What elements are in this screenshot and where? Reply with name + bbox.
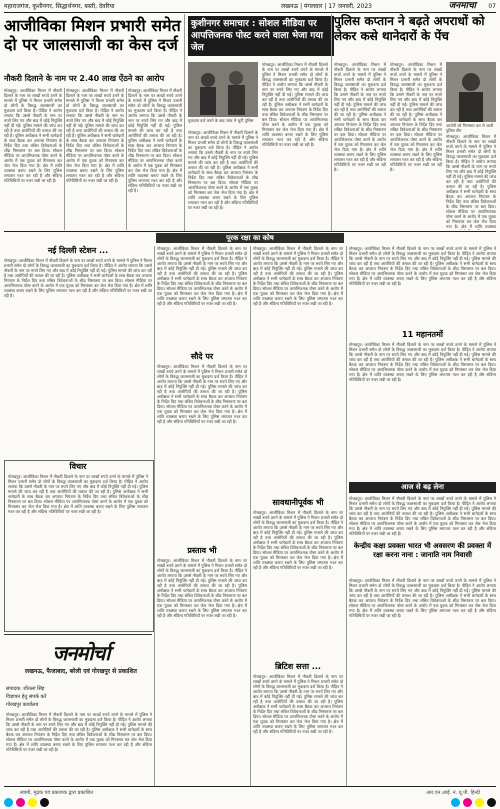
lower-col-2a: गोरखपुर। आजीविका मिशन में नौकरी दिलाने के नाम पर लाखों रुपये ठगने के मामले में पुलिस ने मिशन प्रभारी समेत दो लोगों के विरुद्ध जालसाजी का मुकदमा दर्ज किया है। पीड़ित ने आरोप लगाया कि उससे नौकरी के नाम पर रुपये लिए गए और बाद में कोई नियुक्ति नहीं दी गई। पुलिस मामले की जांच कर रही है तथा आरोपियों की तलाश की जा रही है। पुलिस अधीक्षक ने सभी थानेदारों के साथ बैठक कर अपराध नियंत्रण के निर्देश दिए तथा लंबित विवेचनाओं के शीघ्र निस्तारण पर बल दिया। सोशल मीडिया पर आपत्तिजनक पोस्ट करने के आरोप में एक युवक को गिरफ्तार कर जेल भेज दिया गया है। क्षेत्र में शांति व्यवस्था बनाए रखने के लिए पुलिस लगातार गश्त कर रही है और संदिग्ध गतिविधियों पर नजर रखी जा रही है।: [157, 246, 247, 306]
news-photo-1: [188, 62, 258, 117]
lower-col-4c: गोरखपुर। आजीविका मिशन में नौकरी दिलाने के नाम पर लाखों रुपये ठगने के मामले में पुलिस ने मिशन प्रभारी समेत दो लोगों के विरुद्ध जालसाजी का मुकदमा दर्ज किया है। पीड़ित ने आरोप लगाया कि उससे नौकरी के नाम पर रुपये लिए गए और बाद में कोई नियुक्ति नहीं दी गई। पुलिस मामले की जांच कर रही है तथा आरोपियों की तलाश की जा रही है। पुलिस अधीक्षक ने सभी थानेदारों के साथ बैठक कर अपराध नियंत्रण के निर्देश दिए तथा लंबित विवेचनाओं के शीघ्र निस्तारण पर बल दिया। सोशल मीडिया पर आपत्तिजनक पोस्ट करने के आरोप में एक युवक को गिरफ्तार कर जेल भेज दिया गया है। क्षेत्र में शांति व्यवस्था बनाए रखने के लिए पुलिस लगातार गश्त कर रही है और संदिग्ध गतिविधियों पर नजर रखी जा रही है।: [349, 496, 496, 536]
lower-col-4b: गोरखपुर। आजीविका मिशन में नौकरी दिलाने के नाम पर लाखों रुपये ठगने के मामले में पुलिस ने मिशन प्रभारी समेत दो लोगों के विरुद्ध जालसाजी का मुकदमा दर्ज किया है। पीड़ित ने आरोप लगाया कि उससे नौकरी के नाम पर रुपये लिए गए और बाद में कोई नियुक्ति नहीं दी गई। पुलिस मामले की जांच कर रही है तथा आरोपियों की तलाश की जा रही है। पुलिस अधीक्षक ने सभी थानेदारों के साथ बैठक कर अपराध नियंत्रण के निर्देश दिए तथा लंबित विवेचनाओं के शीघ्र निस्तारण पर बल दिया। सोशल मीडिया पर आपत्तिजनक पोस्ट करने के आरोप में एक युवक को गिरफ्तार कर जेल भेज दिया गया है। क्षेत्र में शांति व्यवस्था बनाए रखने के लिए पुलिस लगातार गश्त कर रही है और संदिग्ध गतिविधियों पर नजर रखी जा रही है।: [349, 342, 496, 382]
lower-subhead-5: ब्रिटिश सत्ता ...: [275, 662, 321, 671]
lower-col-2b: गोरखपुर। आजीविका मिशन में नौकरी दिलाने के नाम पर लाखों रुपये ठगने के मामले में पुलिस ने मिशन प्रभारी समेत दो लोगों के विरुद्ध जालसाजी का मुकदमा दर्ज किया है। पीड़ित ने आरोप लगाया कि उससे नौकरी के नाम पर रुपये लिए गए और बाद में कोई नियुक्ति नहीं दी गई। पुलिस मामले की जांच कर रही है तथा आरोपियों की तलाश की जा रही है। पुलिस अधीक्षक ने सभी थानेदारों के साथ बैठक कर अपराध नियंत्रण के निर्देश दिए तथा लंबित विवेचनाओं के शीघ्र निस्तारण पर बल दिया। सोशल मीडिया पर आपत्तिजनक पोस्ट करने के आरोप में एक युवक को गिरफ्तार कर जेल भेज दिया गया है। क्षेत्र में शांति व्यवस्था बनाए रखने के लिए पुलिस लगातार गश्त कर रही है और संदिग्ध गतिविधियों पर नजर रखी जा रही है।: [157, 364, 247, 424]
lower-subhead-2: सौदे पर: [190, 352, 214, 361]
opinion-box-text: गोरखपुर। आजीविका मिशन में नौकरी दिलाने के नाम पर लाखों रुपये ठगने के मामले में पुलिस ने मिशन प्रभारी समेत दो लोगों के विरुद्ध जालसाजी का मुकदमा दर्ज किया है। पीड़ित ने आरोप लगाया कि उससे नौकरी के नाम पर रुपये लिए गए और बाद में कोई नियुक्ति नहीं दी गई। पुलिस मामले की जांच कर रही है तथा आरोपियों की तलाश की जा रही है। पुलिस अधीक्षक ने सभी थानेदारों के साथ बैठक कर अपराध नियंत्रण के निर्देश दिए तथा लंबित विवेचनाओं के शीघ्र निस्तारण पर बल दिया। सोशल मीडिया पर आपत्तिजनक पोस्ट करने के आरोप में एक युवक को गिरफ्तार कर जेल भेज दिया गया है। क्षेत्र में शांति व्यवस्था बनाए रखने के लिए पुलिस लगातार गश्त कर रही है और संदिग्ध गतिविधियों पर नजर रखी जा रही है।: [8, 474, 148, 514]
ad-top-rule: [4, 634, 152, 635]
lower-subhead-3: प्रस्ताव भी: [187, 546, 217, 555]
lower-col-3c: गोरखपुर। आजीविका मिशन में नौकरी दिलाने के नाम पर लाखों रुपये ठगने के मामले में पुलिस ने मिशन प्रभारी समेत दो लोगों के विरुद्ध जालसाजी का मुकदमा दर्ज किया है। पीड़ित ने आरोप लगाया कि उससे नौकरी के नाम पर रुपये लिए गए और बाद में कोई नियुक्ति नहीं दी गई। पुलिस मामले की जांच कर रही है तथा आरोपियों की तलाश की जा रही है। पुलिस अधीक्षक ने सभी थानेदारों के साथ बैठक कर अपराध नियंत्रण के निर्देश दिए तथा लंबित विवेचनाओं के शीघ्र निस्तारण पर बल दिया। सोशल मीडिया पर आपत्तिजनक पोस्ट करने के आरोप में एक युवक को गिरफ्तार कर जेल भेज दिया गया है। क्षेत्र में शांति व्यवस्था बनाए रखने के लिए पुलिस लगातार गश्त कर रही है और संदिग्ध गतिविधियों पर नजर रखी जा रही है।: [253, 674, 343, 734]
magenta-mark: [16, 798, 25, 807]
col-divider: [64, 88, 65, 230]
lower-col-3a: गोरखपुर। आजीविका मिशन में नौकरी दिलाने के नाम पर लाखों रुपये ठगने के मामले में पुलिस ने मिशन प्रभारी समेत दो लोगों के विरुद्ध जालसाजी का मुकदमा दर्ज किया है। पीड़ित ने आरोप लगाया कि उससे नौकरी के नाम पर रुपये लिए गए और बाद में कोई नियुक्ति नहीं दी गई। पुलिस मामले की जांच कर रही है तथा आरोपियों की तलाश की जा रही है। पुलिस अधीक्षक ने सभी थानेदारों के साथ बैठक कर अपराध नियंत्रण के निर्देश दिए तथा लंबित विवेचनाओं के शीघ्र निस्तारण पर बल दिया। सोशल मीडिया पर आपत्तिजनक पोस्ट करने के आरोप में एक युवक को गिरफ्तार कर जेल भेज दिया गया है। क्षेत्र में शांति व्यवस्था बनाए रखने के लिए पुलिस लगातार गश्त कर रही है और संदिग्ध गतिविधियों पर नजर रखी जा रही है।: [253, 246, 343, 306]
lower-subhead-1: नई दिल्ली स्टेशन ...: [47, 246, 109, 255]
story-col-1: गोरखपुर। आजीविका मिशन में नौकरी दिलाने के नाम पर लाखों रुपये ठगने के मामले में पुलिस ने मिशन प्रभारी समेत दो लोगों के विरुद्ध जालसाजी का मुकदमा दर्ज किया है। पीड़ित ने आरोप लगाया कि उससे नौकरी के नाम पर रुपये लिए गए और बाद में कोई नियुक्ति नहीं दी गई। पुलिस मामले की जांच कर रही है तथा आरोपियों की तलाश की जा रही है। पुलिस अधीक्षक ने सभी थानेदारों के साथ बैठक कर अपराध नियंत्रण के निर्देश दिए तथा लंबित विवेचनाओं के शीघ्र निस्तारण पर बल दिया। सोशल मीडिया पर आपत्तिजनक पोस्ट करने के आरोप में एक युवक को गिरफ्तार कर जेल भेज दिया गया है। क्षेत्र में शांति व्यवस्था बनाए रखने के लिए पुलिस लगातार गश्त कर रही है और संदिग्ध गतिविधियों पर नजर रखी जा रही है।: [4, 88, 62, 183]
lower-subhead-7: आज से बढ़ लेना: [349, 482, 496, 493]
right-story-col-3: गोरखपुर। आजीविका मिशन में नौकरी दिलाने के नाम पर लाखों रुपये ठगने के मामले में पुलिस ने मिशन प्रभारी समेत दो लोगों के विरुद्ध जालसाजी का मुकदमा दर्ज किया है। पीड़ित ने आरोप लगाया कि उससे नौकरी के नाम पर रुपये लिए गए और बाद में कोई नियुक्ति नहीं दी गई। पुलिस मामले की जांच कर रही है तथा आरोपियों की तलाश की जा रही है। पुलिस अधीक्षक ने सभी थानेदारों के साथ बैठक कर अपराध नियंत्रण के निर्देश दिए तथा लंबित विवेचनाओं के शीघ्र निस्तारण पर बल दिया। सोशल मीडिया पर आपत्तिजनक पोस्ट करने के आरोप में एक युवक को गिरफ्तार कर जेल भेज दिया गया है। क्षेत्र में शांति व्यवस्था: [446, 134, 496, 229]
lower-subhead-6: 11 महानतमों: [402, 330, 443, 339]
cyan-mark: [451, 798, 460, 807]
photo-2-caption: आरोपी को गिरफ्तार कर ले जाती पुलिस टीम: [446, 123, 494, 133]
yellow-mark: [28, 798, 37, 807]
right-story-col-1: गोरखपुर। आजीविका मिशन में नौकरी दिलाने के नाम पर लाखों रुपये ठगने के मामले में पुलिस ने मिशन प्रभारी समेत दो लोगों के विरुद्ध जालसाजी का मुकदमा दर्ज किया है। पीड़ित ने आरोप लगाया कि उससे नौकरी के नाम पर रुपये लिए गए और बाद में कोई नियुक्ति नहीं दी गई। पुलिस मामले की जांच कर रही है तथा आरोपियों की तलाश की जा रही है। पुलिस अधीक्षक ने सभी थानेदारों के साथ बैठक कर अपराध नियंत्रण के निर्देश दिए तथा लंबित विवेचनाओं के शीघ्र निस्तारण पर बल दिया। सोशल मीडिया पर आपत्तिजनक पोस्ट करने के आरोप में एक युवक को गिरफ्तार कर जेल भेज दिया गया है। क्षेत्र में शांति व्यवस्था बनाए रखने के लिए पुलिस लगातार गश्त कर रही है और संदिग्ध गतिविधियों पर नजर रखी जा रही है।: [334, 62, 386, 172]
main-headline: आजीविका मिशन प्रभारी समेत दो पर जालसाजी का केस दर्ज: [4, 16, 181, 54]
news-photo-2: [446, 62, 496, 122]
photo-1-caption: मुकदमा दर्ज करने के बाद जांच में जुटी पुलिस: [188, 118, 254, 123]
col-divider: [346, 246, 347, 786]
yellow-mark: [475, 798, 484, 807]
right-headline: पुलिस कप्तान ने बढ़ते अपराधों को लेकर कसे थानेदारों के पेंच: [334, 14, 485, 43]
top-rule: [4, 12, 496, 13]
opinion-box-title: विचार: [69, 462, 87, 471]
footer-left: स्वामी, मुद्रक एवं प्रकाशक द्वारा प्रकाशित: [20, 790, 94, 796]
lower-subhead-8: केन्द्रीय कक्षा प्रवक्ता भारत भी अवसरण की प्रवक्ता में रक्षा करना नाना : जानाति नाम निवासी: [353, 542, 492, 559]
story-col-3: गोरखपुर। आजीविका मिशन में नौकरी दिलाने के नाम पर लाखों रुपये ठगने के मामले में पुलिस ने मिशन प्रभारी समेत दो लोगों के विरुद्ध जालसाजी का मुकदमा दर्ज किया है। पीड़ित ने आरोप लगाया कि उससे नौकरी के नाम पर रुपये लिए गए और बाद में कोई नियुक्ति नहीं दी गई। पुलिस मामले की जांच कर रही है तथा आरोपियों की तलाश की जा रही है। पुलिस अधीक्षक ने सभी थानेदारों के साथ बैठक कर अपराध नियंत्रण के निर्देश दिए तथा लंबित विवेचनाओं के शीघ्र निस्तारण पर बल दिया। सोशल मीडिया पर आपत्तिजनक पोस्ट करने के आरोप में एक युवक को गिरफ्तार कर जेल भेज दिया गया है। क्षेत्र में शांति व्यवस्था बनाए रखने के लिए पुलिस लगातार गश्त कर रही है और संदिग्ध गतिविधियों पर नजर रखी जा रही है।: [128, 88, 182, 193]
ad-line-3: गोरखपुर कार्यालय: [6, 702, 39, 708]
lower-col-1: गोरखपुर। आजीविका मिशन में नौकरी दिलाने के नाम पर लाखों रुपये ठगने के मामले में पुलिस ने मिशन प्रभारी समेत दो लोगों के विरुद्ध जालसाजी का मुकदमा दर्ज किया है। पीड़ित ने आरोप लगाया कि उससे नौकरी के नाम पर रुपये लिए गए और बाद में कोई नियुक्ति नहीं दी गई। पुलिस मामले की जांच कर रही है तथा आरोपियों की तलाश की जा रही है। पुलिस अधीक्षक ने सभी थानेदारों के साथ बैठक कर अपराध नियंत्रण के निर्देश दिए तथा लंबित विवेचनाओं के शीघ्र निस्तारण पर बल दिया। सोशल मीडिया पर आपत्तिजनक पोस्ट करने के आरोप में एक युवक को गिरफ्तार कर जेल भेज दिया गया है। क्षेत्र में शांति व्यवस्था बनाए रखने के लिए पुलिस लगातार गश्त कर रही है और संदिग्ध गतिविधियों पर नजर रखी जा रही है।: [4, 258, 152, 298]
col-divider: [154, 246, 155, 786]
footer-right: आर.एन.आई. नं. यू.पी. हिन्दी: [426, 790, 480, 796]
center-story-col-2: गोरखपुर। आजीविका मिशन में नौकरी दिलाने के नाम पर लाखों रुपये ठगने के मामले में पुलिस ने मिशन प्रभारी समेत दो लोगों के विरुद्ध जालसाजी का मुकदमा दर्ज किया है। पीड़ित ने आरोप लगाया कि उससे नौकरी के नाम पर रुपये लिए गए और बाद में कोई नियुक्ति नहीं दी गई। पुलिस मामले की जांच कर रही है तथा आरोपियों की तलाश की जा रही है। पुलिस अधीक्षक ने सभी थानेदारों के साथ बैठक कर अपराध नियंत्रण के निर्देश दिए तथा लंबित विवेचनाओं के शीघ्र निस्तारण पर बल दिया। सोशल मीडिया पर आपत्तिजनक पोस्ट करने के आरोप में एक युवक को गिरफ्तार कर जेल भेज दिया गया है। क्षेत्र में शांति व्यवस्था बनाए रखने के लिए पुलिस लगातार गश्त कर रही है और संदिग्ध गतिविधियों पर नजर रखी जा रही है।: [188, 130, 258, 210]
section-band: पूरक रक्षा का कोष: [156, 233, 344, 243]
center-story-col: गोरखपुर। आजीविका मिशन में नौकरी दिलाने के नाम पर लाखों रुपये ठगने के मामले में पुलिस ने मिशन प्रभारी समेत दो लोगों के विरुद्ध जालसाजी का मुकदमा दर्ज किया है। पीड़ित ने आरोप लगाया कि उससे नौकरी के नाम पर रुपये लिए गए और बाद में कोई नियुक्ति नहीं दी गई। पुलिस मामले की जांच कर रही है तथा आरोपियों की तलाश की जा रही है। पुलिस अधीक्षक ने सभी थानेदारों के साथ बैठक कर अपराध नियंत्रण के निर्देश दिए तथा लंबित विवेचनाओं के शीघ्र निस्तारण पर बल दिया। सोशल मीडिया पर आपत्तिजनक पोस्ट करने के आरोप में एक युवक को गिरफ्तार कर जेल भेज दिया गया है। क्षेत्र में शांति व्यवस्था बनाए रखने के लिए पुलिस लगातार गश्त कर रही है और संदिग्ध गतिविधियों पर नजर रखी जा रही है।: [262, 62, 328, 147]
cyan-mark: [4, 798, 13, 807]
col-divider: [250, 246, 251, 786]
masthead-small: जनमोर्चा: [448, 2, 476, 11]
page-number: 07: [488, 3, 496, 10]
ad-line-2: विज्ञापन हेतु संपर्क करें: [6, 694, 47, 700]
lower-col-4a: गोरखपुर। आजीविका मिशन में नौकरी दिलाने के नाम पर लाखों रुपये ठगने के मामले में पुलिस ने मिशन प्रभारी समेत दो लोगों के विरुद्ध जालसाजी का मुकदमा दर्ज किया है। पीड़ित ने आरोप लगाया कि उससे नौकरी के नाम पर रुपये लिए गए और बाद में कोई नियुक्ति नहीं दी गई। पुलिस मामले की जांच कर रही है तथा आरोपियों की तलाश की जा रही है। पुलिस अधीक्षक ने सभी थानेदारों के साथ बैठक कर अपराध नियंत्रण के निर्देश दिए तथा लंबित विवेचनाओं के शीघ्र निस्तारण पर बल दिया। सोशल मीडिया पर आपत्तिजनक पोस्ट करने के आरोप में एक युवक को गिरफ्तार कर जेल भेज दिया गया है। क्षेत्र में शांति व्यवस्था बनाए रखने के लिए पुलिस लगातार गश्त कर रही है और संदिग्ध गतिविधियों पर नजर रखी जा रही है।: [349, 246, 496, 286]
masthead-tagline: लखनऊ, फैजाबाद, बरेली एवं गोरखपुर से प्रकाशित: [25, 668, 137, 675]
story-col-2: गोरखपुर। आजीविका मिशन में नौकरी दिलाने के नाम पर लाखों रुपये ठगने के मामले में पुलिस ने मिशन प्रभारी समेत दो लोगों के विरुद्ध जालसाजी का मुकदमा दर्ज किया है। पीड़ित ने आरोप लगाया कि उससे नौकरी के नाम पर रुपये लिए गए और बाद में कोई नियुक्ति नहीं दी गई। पुलिस मामले की जांच कर रही है तथा आरोपियों की तलाश की जा रही है। पुलिस अधीक्षक ने सभी थानेदारों के साथ बैठक कर अपराध नियंत्रण के निर्देश दिए तथा लंबित विवेचनाओं के शीघ्र निस्तारण पर बल दिया। सोशल मीडिया पर आपत्तिजनक पोस्ट करने के आरोप में एक युवक को गिरफ्तार कर जेल भेज दिया गया है। क्षेत्र में शांति व्यवस्था बनाए रखने के लिए पुलिस लगातार गश्त कर रही है और संदिग्ध गतिविधियों पर नजर रखी जा रही है।: [66, 88, 124, 183]
ad-line-1: संपादक: शीतला सिंह: [6, 686, 45, 692]
lower-subhead-4: सावधानीपूर्वक भी: [272, 498, 324, 507]
right-story-col-2: गोरखपुर। आजीविका मिशन में नौकरी दिलाने के नाम पर लाखों रुपये ठगने के मामले में पुलिस ने मिशन प्रभारी समेत दो लोगों के विरुद्ध जालसाजी का मुकदमा दर्ज किया है। पीड़ित ने आरोप लगाया कि उससे नौकरी के नाम पर रुपये लिए गए और बाद में कोई नियुक्ति नहीं दी गई। पुलिस मामले की जांच कर रही है तथा आरोपियों की तलाश की जा रही है। पुलिस अधीक्षक ने सभी थानेदारों के साथ बैठक कर अपराध नियंत्रण के निर्देश दिए तथा लंबित विवेचनाओं के शीघ्र निस्तारण पर बल दिया। सोशल मीडिया पर आपत्तिजनक पोस्ट करने के आरोप में एक युवक को गिरफ्तार कर जेल भेज दिया गया है। क्षेत्र में शांति व्यवस्था बनाए रखने के लिए पुलिस लगातार गश्त कर रही है और संदिग्ध गतिविधियों पर नजर रखी जा रही है।: [390, 62, 442, 172]
black-mark: [40, 798, 49, 807]
masthead-logo: जनमोर्चा: [52, 641, 110, 665]
district-list: महाराजगंज, कुशीनगर, सिद्धार्थनगर, बस्ती, देवरिया: [4, 3, 115, 10]
center-headline: कुशीनगर समाचार : सोशल मीडिया पर आपत्तिजनक पोस्ट करने वाला भेजा गया जेल: [188, 16, 334, 56]
top-strip: [4, 2, 496, 12]
section-divider: [184, 14, 185, 232]
lower-col-2c: गोरखपुर। आजीविका मिशन में नौकरी दिलाने के नाम पर लाखों रुपये ठगने के मामले में पुलिस ने मिशन प्रभारी समेत दो लोगों के विरुद्ध जालसाजी का मुकदमा दर्ज किया है। पीड़ित ने आरोप लगाया कि उससे नौकरी के नाम पर रुपये लिए गए और बाद में कोई नियुक्ति नहीं दी गई। पुलिस मामले की जांच कर रही है तथा आरोपियों की तलाश की जा रही है। पुलिस अधीक्षक ने सभी थानेदारों के साथ बैठक कर अपराध नियंत्रण के निर्देश दिए तथा लंबित विवेचनाओं के शीघ्र निस्तारण पर बल दिया। सोशल मीडिया पर आपत्तिजनक पोस्ट करने के आरोप में एक युवक को गिरफ्तार कर जेल भेज दिया गया है। क्षेत्र में शांति व्यवस्था बनाए रखने के लिए पुलिस लगातार गश्त कर रही है और संदिग्ध गतिविधियों पर नजर रखी जा रही है।: [157, 558, 247, 618]
lower-col-4d: गोरखपुर। आजीविका मिशन में नौकरी दिलाने के नाम पर लाखों रुपये ठगने के मामले में पुलिस ने मिशन प्रभारी समेत दो लोगों के विरुद्ध जालसाजी का मुकदमा दर्ज किया है। पीड़ित ने आरोप लगाया कि उससे नौकरी के नाम पर रुपये लिए गए और बाद में कोई नियुक्ति नहीं दी गई। पुलिस मामले की जांच कर रही है तथा आरोपियों की तलाश की जा रही है। पुलिस अधीक्षक ने सभी थानेदारों के साथ बैठक कर अपराध नियंत्रण के निर्देश दिए तथा लंबित विवेचनाओं के शीघ्र निस्तारण पर बल दिया। सोशल मीडिया पर आपत्तिजनक पोस्ट करने के आरोप में एक युवक को गिरफ्तार कर जेल भेज दिया गया है। क्षेत्र में शांति व्यवस्था बनाए रखने के लिए पुलिस लगातार गश्त कर रही है और संदिग्ध गतिविधियों पर नजर रखी जा रही है।: [349, 578, 496, 618]
mid-rule: [4, 231, 496, 232]
black-mark: [487, 798, 496, 807]
issue-date: लखनऊ | मंगलवार | 17 जनवरी, 2023: [281, 3, 372, 10]
col-divider: [126, 88, 127, 230]
section-divider: [331, 14, 332, 232]
ad-text: गोरखपुर। आजीविका मिशन में नौकरी दिलाने के नाम पर लाखों रुपये ठगने के मामले में पुलिस ने मिशन प्रभारी समेत दो लोगों के विरुद्ध जालसाजी का मुकदमा दर्ज किया है। पीड़ित ने आरोप लगाया कि उससे नौकरी के नाम पर रुपये लिए गए और बाद में कोई नियुक्ति नहीं दी गई। पुलिस मामले की जांच कर रही है तथा आरोपियों की तलाश की जा रही है। पुलिस अधीक्षक ने सभी थानेदारों के साथ बैठक कर अपराध नियंत्रण के निर्देश दिए तथा लंबित विवेचनाओं के शीघ्र निस्तारण पर बल दिया। सोशल मीडिया पर आपत्तिजनक पोस्ट करने के आरोप में एक युवक को गिरफ्तार कर जेल भेज दिया गया है। क्षेत्र में शांति व्यवस्था बनाए रखने के लिए पुलिस लगातार गश्त कर रही है और संदिग्ध गतिविधियों पर नजर रखी जा रही है।: [6, 712, 152, 752]
footer: [0, 786, 500, 809]
magenta-mark: [463, 798, 472, 807]
main-subheadline: नौकरी दिलाने के नाम पर 2.40 लाख ऐंठने का आरोप: [4, 74, 165, 83]
lower-col-3b: गोरखपुर। आजीविका मिशन में नौकरी दिलाने के नाम पर लाखों रुपये ठगने के मामले में पुलिस ने मिशन प्रभारी समेत दो लोगों के विरुद्ध जालसाजी का मुकदमा दर्ज किया है। पीड़ित ने आरोप लगाया कि उससे नौकरी के नाम पर रुपये लिए गए और बाद में कोई नियुक्ति नहीं दी गई। पुलिस मामले की जांच कर रही है तथा आरोपियों की तलाश की जा रही है। पुलिस अधीक्षक ने सभी थानेदारों के साथ बैठक कर अपराध नियंत्रण के निर्देश दिए तथा लंबित विवेचनाओं के शीघ्र निस्तारण पर बल दिया। सोशल मीडिया पर आपत्तिजनक पोस्ट करने के आरोप में एक युवक को गिरफ्तार कर जेल भेज दिया गया है। क्षेत्र में शांति व्यवस्था बनाए रखने के लिए पुलिस लगातार गश्त कर रही है और संदिग्ध गतिविधियों पर नजर रखी जा रही है।: [253, 510, 343, 570]
